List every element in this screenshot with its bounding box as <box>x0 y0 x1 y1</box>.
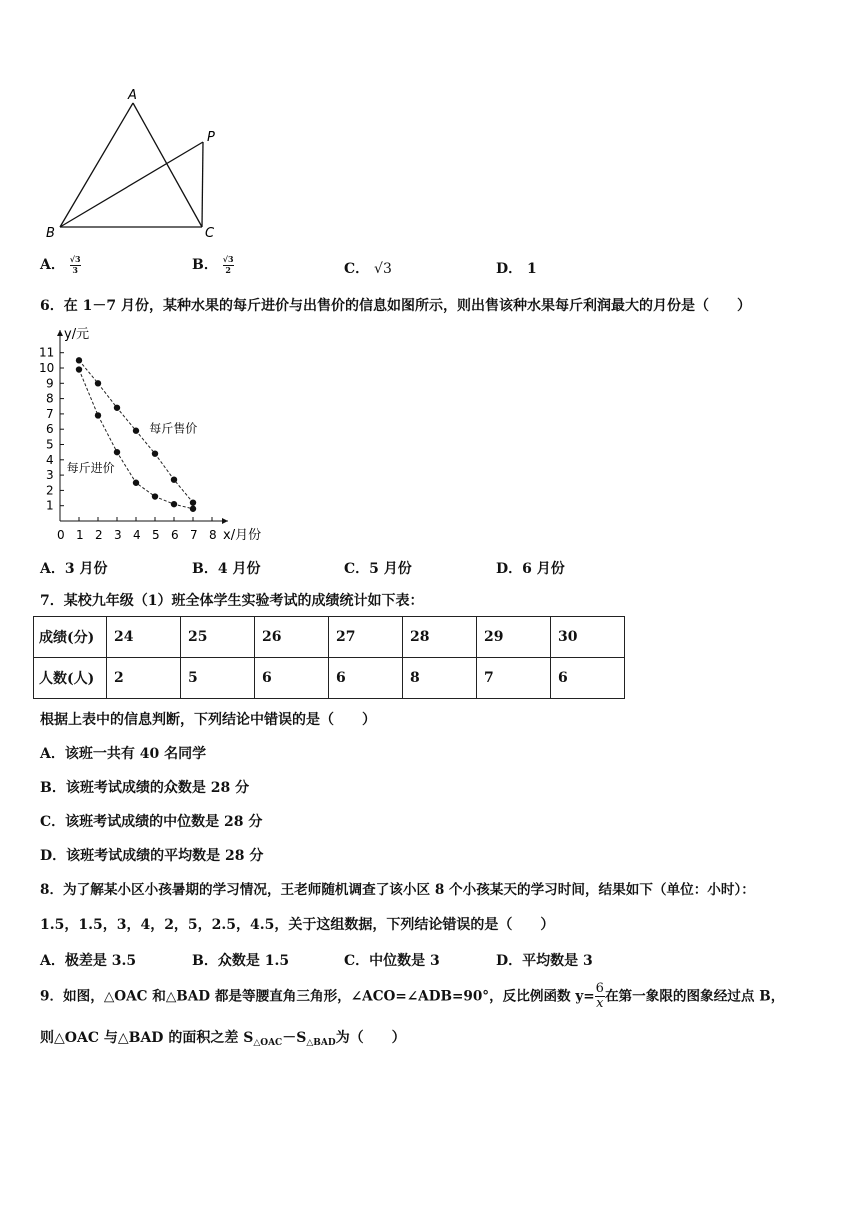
x-tick-label: 1 <box>76 528 84 542</box>
table-cell: 6 <box>255 658 329 699</box>
y-tick-label: 10 <box>39 361 55 375</box>
q6-option-d[interactable]: D．6 月份 <box>496 561 565 577</box>
triangle-figure <box>40 85 230 245</box>
table-row <box>34 617 625 658</box>
table-cell: 6 <box>551 658 625 699</box>
table-cell: 7 <box>477 658 551 699</box>
q5-a-den: 3 <box>72 264 78 275</box>
table-cell: 5 <box>181 658 255 699</box>
q8-line1: 8．为了解某小区小孩暑期的学习情况，王老师随机调查了该小区 8 个小孩某天的学习时间，结果如下（单位：小时）： <box>40 882 755 898</box>
table-cell: 26 <box>255 617 329 658</box>
y-tick-label: 9 <box>46 376 54 391</box>
y-axis-label: y/元 <box>64 327 90 342</box>
table-cell: 28 <box>403 617 477 658</box>
q8-option-c[interactable]: C．中位数是 3 <box>344 953 440 969</box>
y-tick-label: 3 <box>46 468 54 483</box>
q6-option-b[interactable]: B．4 月份 <box>192 561 261 577</box>
table-cell: 8 <box>403 658 477 699</box>
y-tick-label: 7 <box>46 406 54 421</box>
q8-line2: 1.5，1.5，3，4，2，5，2.5，4.5，关于这组数据，下列结论错误的是（ ） <box>40 917 555 933</box>
table-cell: 29 <box>477 617 551 658</box>
data-point <box>76 357 82 363</box>
x-tick-label: 2 <box>95 528 103 542</box>
q6-option-c[interactable]: C．5 月份 <box>344 561 412 577</box>
x-tick-label: 0 <box>57 528 65 542</box>
vertex-label-p: P <box>207 130 215 145</box>
q7-option-d[interactable]: D．该班考试成绩的平均数是 28 分 <box>40 848 264 864</box>
q5-option-d[interactable]: D． 1 <box>496 261 537 277</box>
q9-fraction: $\frac{6}{x}$ <box>595 981 604 1012</box>
series-line <box>79 370 193 509</box>
q5-option-b[interactable]: B． $\frac{√3}{2}$ <box>192 254 234 275</box>
data-point <box>152 450 158 456</box>
data-point <box>171 501 177 507</box>
q7-option-b[interactable]: B．该班考试成绩的众数是 28 分 <box>40 780 250 796</box>
q5-b-den: 2 <box>225 264 231 275</box>
series-label: 每斤进价 <box>66 461 115 476</box>
data-point <box>114 449 120 455</box>
table-header-count: 人数(人) <box>34 658 107 699</box>
q8-option-a[interactable]: A．极差是 3.5 <box>40 953 137 969</box>
q9-line1: 9．如图，△OAC 和△BAD 都是等腰直角三角形，∠ACO=∠ADB=90°，反比例函数 y= $\frac{6}{x}$ 在第一象限的图象经过点 B， <box>40 981 785 1012</box>
table-cell: 30 <box>551 617 625 658</box>
q5-option-c[interactable]: C． √3 <box>344 261 392 277</box>
vertex-label-a: A <box>128 88 137 103</box>
x-tick-label: 4 <box>133 528 141 542</box>
y-axis-arrow <box>57 330 63 336</box>
data-point <box>95 380 101 386</box>
table-row <box>34 658 625 699</box>
y-tick-label: 8 <box>46 391 54 406</box>
table-cell: 6 <box>329 658 403 699</box>
table-cell: 2 <box>107 658 181 699</box>
q9-line2: 则△OAC 与△BAD 的面积之差 $S_{\triangle OAC}-S_{\triangle BAD}$为（ ） <box>40 1030 406 1048</box>
q5-c-value: √3 <box>374 261 392 277</box>
score-table <box>33 616 625 699</box>
q5-option-a[interactable]: A． $\frac{√3}{3}$ <box>40 254 81 275</box>
data-point <box>95 412 101 418</box>
q7-option-a[interactable]: A．该班一共有 40 名同学 <box>40 746 207 762</box>
q6-text: 6．在 1－7 月份，某种水果的每斤进价与出售价的信息如图所示，则出售该种水果每斤利润最大的月份是（ ） <box>40 298 751 314</box>
x-tick-label: 8 <box>209 528 217 542</box>
y-tick-label: 5 <box>46 437 54 452</box>
data-point <box>76 366 82 372</box>
y-tick-label: 6 <box>46 422 54 437</box>
y-tick-label: 4 <box>46 452 54 467</box>
price-chart <box>35 322 275 547</box>
vertex-label-c: C <box>205 226 215 241</box>
q7-text: 7．某校九年级（1）班全体学生实验考试的成绩统计如下表： <box>40 593 424 609</box>
data-point <box>190 506 196 512</box>
x-axis-label: x/月份 <box>223 528 262 543</box>
q8-option-d[interactable]: D．平均数是 3 <box>496 953 593 969</box>
y-tick-label: 2 <box>46 483 54 498</box>
table-cell: 24 <box>107 617 181 658</box>
q5-b-num: √3 <box>222 254 234 265</box>
table-header-score: 成绩(分) <box>34 617 107 658</box>
y-tick-label: 11 <box>39 345 55 360</box>
table-cell: 25 <box>181 617 255 658</box>
q7-option-c[interactable]: C．该班考试成绩的中位数是 28 分 <box>40 814 263 830</box>
x-tick-label: 6 <box>171 528 179 542</box>
data-point <box>190 499 196 505</box>
data-point <box>152 493 158 499</box>
q5-a-num: √3 <box>69 254 81 265</box>
x-tick-label: 5 <box>152 528 160 542</box>
table-cell: 27 <box>329 617 403 658</box>
x-tick-label: 3 <box>114 528 122 542</box>
q7-question: 根据上表中的信息判断，下列结论中错误的是（ ） <box>40 712 376 728</box>
series-label: 每斤售价 <box>149 421 198 436</box>
data-point <box>133 480 139 486</box>
data-point <box>133 428 139 434</box>
y-tick-label: 1 <box>46 498 54 513</box>
data-point <box>114 405 120 411</box>
q8-option-b[interactable]: B．众数是 1.5 <box>192 953 290 969</box>
x-axis-arrow <box>222 518 228 524</box>
q6-option-a[interactable]: A．3 月份 <box>40 561 108 577</box>
x-tick-label: 7 <box>190 528 198 542</box>
data-point <box>171 476 177 482</box>
vertex-label-b: B <box>46 226 55 241</box>
